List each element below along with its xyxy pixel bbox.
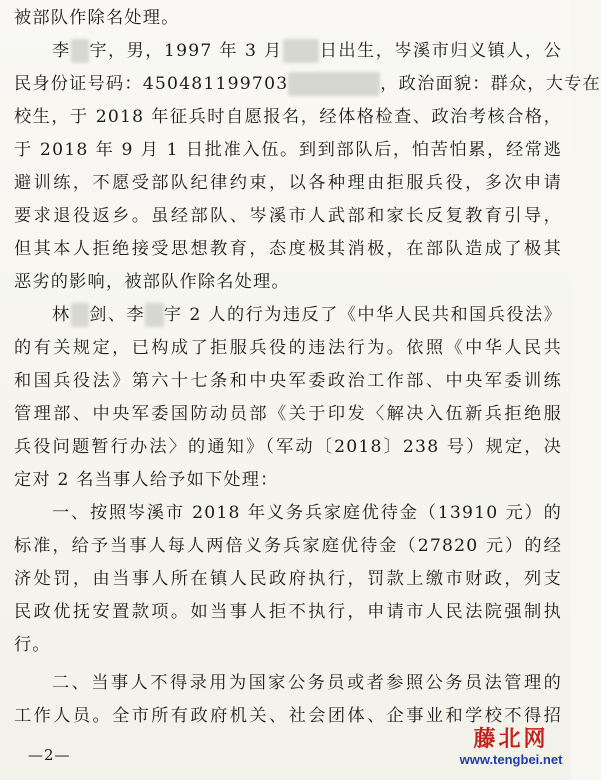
text-line: 济处罚，由当事人所在镇人民政府执行，罚款上缴市财政，列支 — [14, 569, 562, 589]
text-line: 工作人员。全市所有政府机关、社会团体、企事业和学校不得招 — [14, 706, 562, 726]
site-watermark — [459, 726, 563, 768]
text-line: 兵役问题暂行办法〉的通知》（军动〔2018〕238 号）规定，决 — [14, 437, 562, 457]
text-line: 校生，于 2018 年征兵时自愿报名，经体格检查、政治考核合格， — [14, 107, 562, 127]
text-line: 管理部、中央军委国防动员部《关于印发〈解决入伍新兵拒绝服 — [14, 404, 562, 424]
text-line: 林 剑、李 宇 2 人的行为违反了《中华人民共和国兵役法》 — [52, 305, 563, 325]
text-line: 二、当事人不得录用为国家公务员或者参照公务员法管理的 — [52, 673, 562, 693]
text-line: 一、按照岑溪市 2018 年义务兵家庭优待金（13910 元）的 — [52, 503, 562, 523]
text-line: 被部队作除名处理。 — [14, 8, 180, 28]
watermark-title: 藤北网 — [473, 726, 549, 752]
text-line: 和国兵役法》第六十七条和中央军委政治工作部、中央军委训练 — [14, 371, 562, 391]
watermark-url: www.tengbei.net — [459, 752, 563, 767]
text-line: 标准，给予当事人每人两倍义务兵家庭优待金（27820 元）的经 — [14, 536, 562, 556]
text-line: 行。 — [14, 635, 51, 655]
text-line: 定对 2 名当事人给予如下处理： — [14, 470, 279, 490]
text-line: 但其本人拒绝接受思想教育，态度极其消极，在部队造成了极其 — [14, 239, 562, 259]
redacted-text — [71, 303, 89, 327]
redacted-text — [283, 39, 320, 63]
text-line: 的有关规定，已构成了拒服兵役的违法行为。依照《中华人民共 — [14, 338, 562, 358]
redacted-text — [288, 72, 380, 96]
text-line: 恶劣的影响，被部队作除名处理。 — [14, 272, 290, 292]
page-number: —2— — [28, 746, 71, 764]
text-line: 于 2018 年 9 月 1 日批准入伍。到到部队后，怕苦怕累，经常逃 — [14, 140, 562, 160]
text-line: 李 宇，男，1997 年 3 月 日出生，岑溪市归义镇人，公 — [52, 41, 562, 61]
redacted-text — [145, 303, 163, 327]
text-line: 民政优抚安置款项。如当事人拒不执行，申请市人民法院强制执 — [14, 602, 562, 622]
text-line: 民身份证号码：450481199703 ，政治面貌：群众，大专在 — [14, 74, 601, 94]
text-line: 要求退役返乡。虽经部队、岑溪市人武部和家长反复教育引导， — [14, 206, 562, 226]
redacted-text — [71, 39, 89, 63]
text-line: 避训练，不愿受部队纪律约束，以各种理由拒服兵役，多次申请 — [14, 173, 562, 193]
